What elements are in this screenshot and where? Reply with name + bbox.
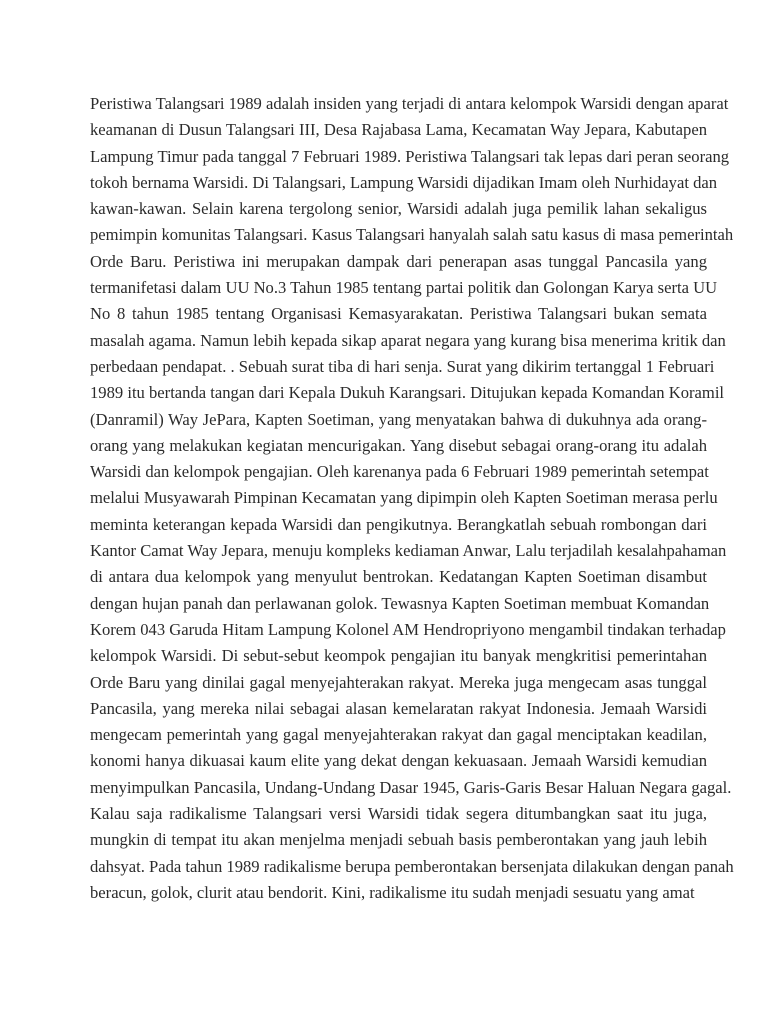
text-line: beracun, golok, clurit atau bendorit. Kini, radikalisme itu sudah menjadi sesuatu yang amat [90,882,695,902]
body-paragraph [90,91,734,906]
text-line: konomi hanya dikuasai kaum elite yang dekat dengan kekuasaan. Jemaah Warsidi kemudian [90,751,707,771]
text-line: di antara dua kelompok yang menyulut bentrokan. Kedatangan Kapten Soetiman disambut [90,567,707,587]
text-line: menyimpulkan Pancasila, Undang-Undang Dasar 1945, Garis-Garis Besar Haluan Negara gagal. [90,777,732,797]
text-line: (Danramil) Way JePara, Kapten Soetiman, yang menyatakan bahwa di dukuhnya ada orang- [90,409,707,429]
text-line: Kantor Camat Way Jepara, menuju kompleks kediaman Anwar, Lalu terjadilah kesalahpahaman [90,541,727,561]
text-line: kawan-kawan. Selain karena tergolong senior, Warsidi adalah juga pemilik lahan sekaligus [90,199,707,219]
text-line: masalah agama. Namun lebih kepada sikap aparat negara yang kurang bisa menerima kritik dan [90,330,726,350]
text-line: tokoh bernama Warsidi. Di Talangsari, Lampung Warsidi dijadikan Imam oleh Nurhidayat dan [90,172,718,192]
text-line: orang yang melakukan kegiatan mencurigakan. Yang disebut sebagai orang-orang itu adalah [90,435,707,455]
text-line: dengan hujan panah dan perlawanan golok. Tewasnya Kapten Soetiman membuat Komandan [90,593,710,613]
text-line: mungkin di tempat itu akan menjelma menjadi sebuah basis pemberontakan yang jauh lebih [90,830,707,850]
text-line: Orde Baru yang dinilai gagal menyejahterakan rakyat. Mereka juga mengecam asas tunggal [90,672,707,692]
text-line: melalui Musyawarah Pimpinan Kecamatan yang dipimpin oleh Kapten Soetiman merasa perlu [90,488,718,508]
text-line: kelompok Warsidi. Di sebut-sebut keompok pengajian itu banyak mengkritisi pemerintahan [90,646,707,666]
text-line: Orde Baru. Peristiwa ini merupakan dampak dari penerapan asas tunggal Pancasila yang [90,251,707,271]
text-line: Pancasila, yang mereka nilai sebagai alasan kemelaratan rakyat Indonesia. Jemaah Warsidi [90,698,707,718]
text-line: Kalau saja radikalisme Talangsari versi Warsidi tidak segera ditumbangkan saat itu juga, [90,804,707,824]
text-line: termanifetasi dalam UU No.3 Tahun 1985 tentang partai politik dan Golongan Karya serta UU [90,278,718,298]
text-line: meminta keterangan kepada Warsidi dan pengikutnya. Berangkatlah sebuah rombongan dari [90,514,707,534]
text-line: Peristiwa Talangsari 1989 adalah insiden yang terjadi di antara kelompok Warsidi dengan aparat [90,94,729,113]
text-line: Lampung Timur pada tanggal 7 Februari 1989. Peristiwa Talangsari tak lepas dari peran seorang [90,146,730,166]
text-line: pemimpin komunitas Talangsari. Kasus Talangsari hanyalah salah satu kasus di masa pemerintah [90,225,734,245]
text-line: 1989 itu bertanda tangan dari Kepala Dukuh Karangsari. Ditujukan kepada Komandan Koramil [90,383,725,403]
text-line: dahsyat. Pada tahun 1989 radikalisme berupa pemberontakan bersenjata dilakukan dengan panah [90,856,734,876]
text-line: mengecam pemerintah yang gagal menyejahterakan rakyat dan gagal menciptakan keadilan, [90,725,707,745]
text-line: keamanan di Dusun Talangsari III, Desa Rajabasa Lama, Kecamatan Way Jepara, Kabutapen [90,120,707,140]
text-line: perbedaan pendapat. . Sebuah surat tiba di hari senja. Surat yang dikirim tertanggal 1 Februari [90,356,715,376]
text-line: Korem 043 Garuda Hitam Lampung Kolonel AM Hendropriyono mengambil tindakan terhadap [90,619,726,639]
text-line: No 8 tahun 1985 tentang Organisasi Kemasyarakatan. Peristiwa Talangsari bukan semata [90,304,707,324]
text-line: Warsidi dan kelompok pengajian. Oleh karenanya pada 6 Februari 1989 pemerintah setempat [90,462,709,482]
